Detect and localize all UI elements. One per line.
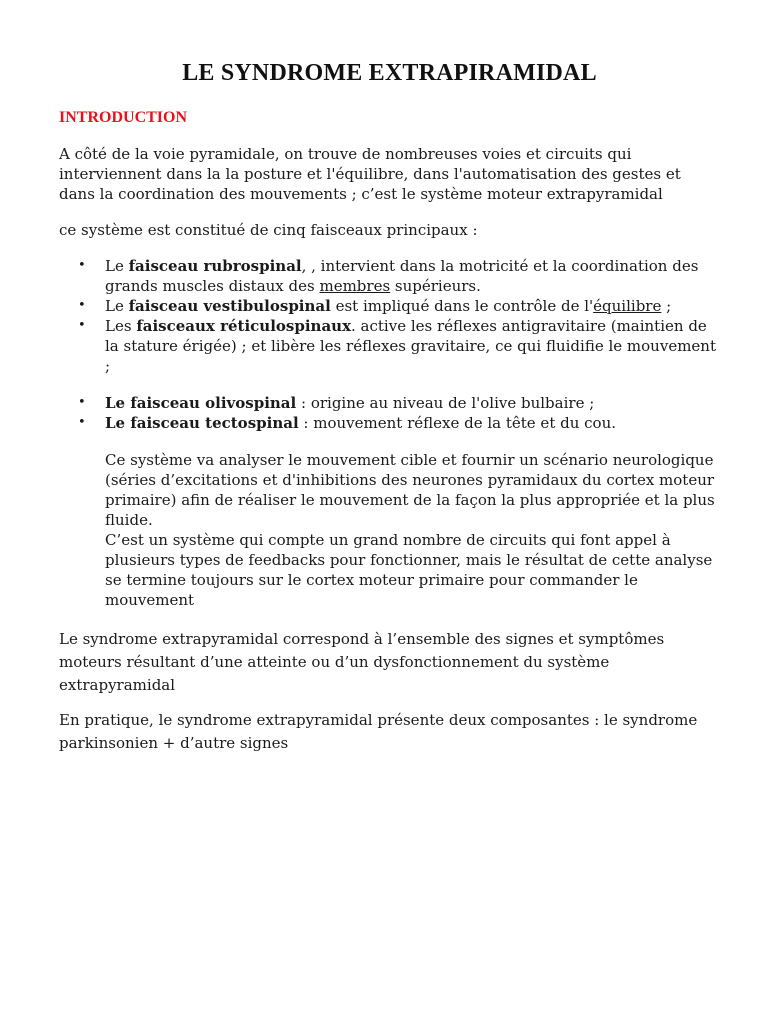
list-item-text: est impliqué dans le contrôle de l' xyxy=(330,297,594,315)
list-item-text: : mouvement réflexe de la tête et du cou. xyxy=(298,414,616,432)
indented-paragraph-circuits: C’est un système qui compte un grand nombre de circuits qui font appel à plusieurs types de feedbacks pour fonctionner, mais le résultat de cette analyse se termine toujours sur le cortex moteur primaire pour commander le mouvement xyxy=(105,531,713,609)
list-item-text: : origine au niveau de l'olive bulbaire ; xyxy=(296,394,595,412)
syndrome-definition-paragraph: Le syndrome extrapyramidal correspond à l’ensemble des signes et symptômes moteurs résultant d’une atteinte ou d’un dysfonctionnement du système extrapyramidal xyxy=(59,630,665,694)
faisceaux-list-secondary xyxy=(59,393,720,433)
intro-paragraph: A côté de la voie pyramidale, on trouve de nombreuses voies et circuits qui interviennent dans la la posture et l'équilibre, dans l'automatisation des gestes et dans la coordination des mouvements ; c’est le système moteur extrapyramidal xyxy=(59,145,681,203)
list-item-bold-term: faisceau vestibulospinal xyxy=(128,297,331,315)
underlined-word-equilibre: équilibre xyxy=(593,297,662,315)
constitue-paragraph: ce système est constitué de cinq faisceaux principaux : xyxy=(59,221,478,239)
pratique-paragraph: En pratique, le syndrome extrapyramidal présente deux composantes : le syndrome parkinsonien + d’autre signes xyxy=(59,711,698,752)
document-title: LE SYNDROME EXTRAPIRAMIDAL xyxy=(182,60,597,86)
section-heading-introduction: INTRODUCTION xyxy=(59,109,188,126)
list-item-text: , , intervient dans la motricité et la coordination des grands muscles distaux des xyxy=(105,257,699,295)
indented-paragraph-analyse: Ce système va analyser le mouvement cible et fournir un scénario neurologique (séries d’excitations et d'inhibitions des neurones pyramidaux du cortex moteur primaire) afin de réaliser le mouvement de la façon la plus appropriée et la plus fluide. xyxy=(105,451,715,529)
list-item-tectospinal xyxy=(105,413,720,433)
list-item-suffix: supérieurs. xyxy=(390,277,481,295)
underlined-word-membres: membres xyxy=(319,277,391,295)
list-item-vestibulospinal xyxy=(105,296,720,316)
list-item-prefix: Le xyxy=(105,297,129,315)
indented-explanation-block xyxy=(59,450,720,610)
list-item-bold-term: Le faisceau olivospinal xyxy=(105,394,297,412)
list-item-reticulospinaux xyxy=(105,316,720,376)
list-item-bold-term: Le faisceau tectospinal xyxy=(105,414,299,432)
list-item-prefix: Les xyxy=(105,317,137,335)
list-item-suffix: ; xyxy=(661,297,672,315)
list-item-bold-term: faisceaux réticulospinaux xyxy=(136,317,352,335)
list-item-bold-term: faisceau rubrospinal xyxy=(128,257,302,275)
list-item-olivospinal xyxy=(105,393,720,413)
list-item-text: . active les réflexes antigravitaire (maintien de la stature érigée) ; et libère les réflexes gravitaire, ce qui fluidifie le mouvement ; xyxy=(105,317,716,375)
list-item-rubrospinal xyxy=(105,256,720,296)
list-item-prefix: Le xyxy=(105,257,129,275)
faisceaux-list-primary xyxy=(59,256,720,376)
